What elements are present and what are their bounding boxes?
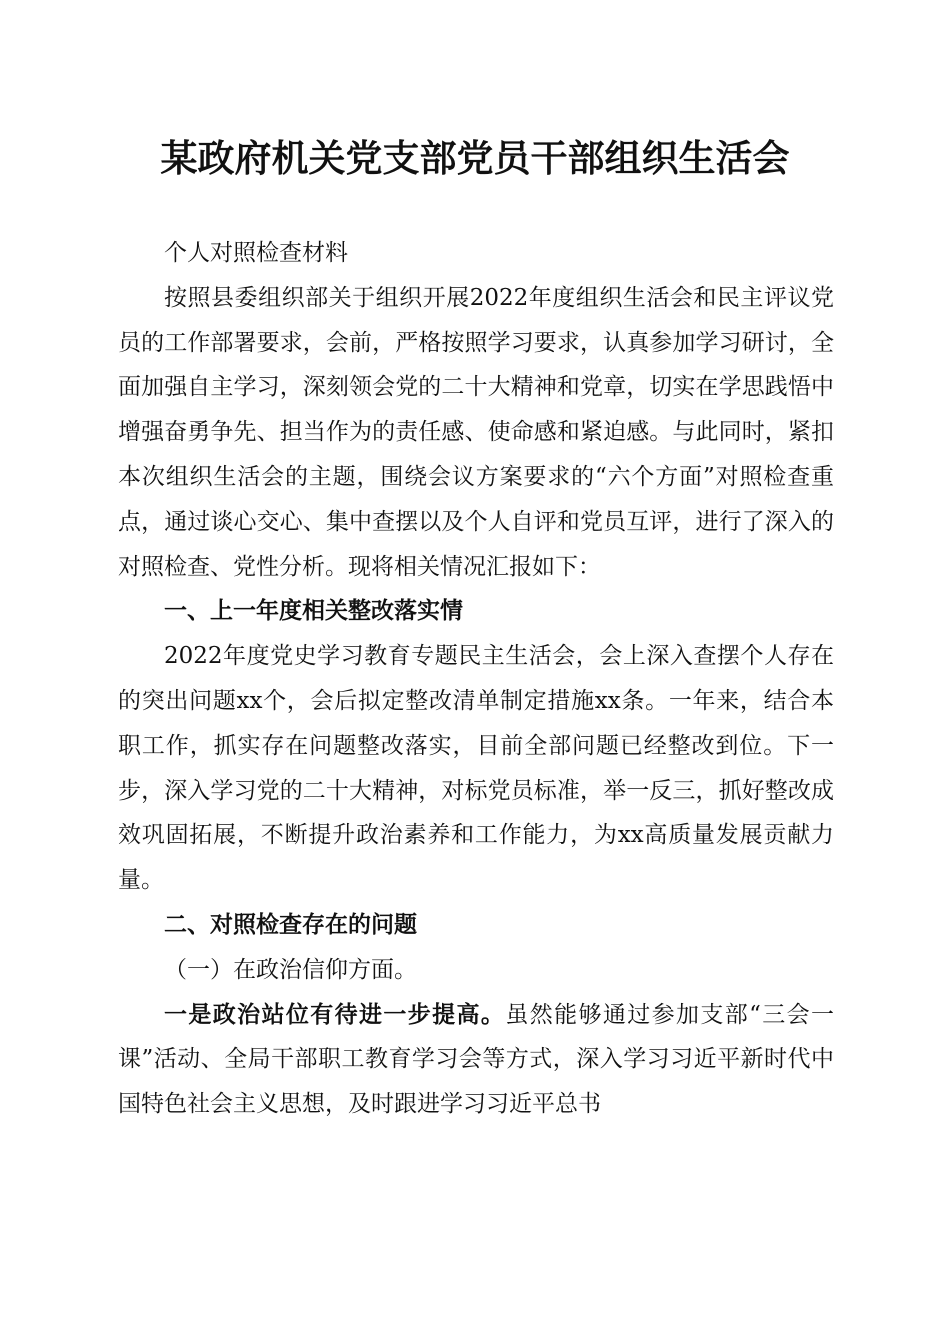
section-2-heading: 二、对照检查存在的问题	[164, 911, 417, 938]
section-2-subheading: （一）在政治信仰方面。	[164, 956, 417, 983]
item-1-lead: 一是政治站位有待进一步提高。	[164, 1000, 506, 1028]
document-body	[118, 231, 834, 1127]
section-2-item-1	[118, 993, 834, 1127]
intro-paragraph: 按照县委组织部关于组织开展2022年度组织生活会和民主评议党员的工作部署要求，会前，严格按照学习要求，认真参加学习研讨，全面加强自主学习，深刻领会党的二十大精神和党章，切实在学思践悟中增强奋勇争先、担当作为的责任感、使命感和紧迫感。与此同时，紧扣本次组织生活会的主题，围绕会议方案要求的“六个方面”对照检查重点，通过谈心交心、集中查摆以及个人自评和党员互评，进行了深入的对照检查、党性分析。现将相关情况汇报如下：	[118, 284, 834, 580]
section-1-paragraph: 2022年度党史学习教育专题民主生活会，会上深入查摆个人存在的突出问题xx个，会后拟定整改清单制定措施xx条。一年来，结合本职工作，抓实存在问题整改落实，目前全部问题已经整改到位。下一步，深入学习党的二十大精神，对标党员标准，举一反三，抓好整改成效巩固拓展，不断提升政治素养和工作能力，为xx高质量发展贡献力量。	[118, 643, 834, 894]
document-subtitle: 个人对照检查材料	[164, 240, 348, 266]
section-1-heading: 一、上一年度相关整改落实情	[164, 598, 463, 625]
document-title: 某政府机关党支部党员干部组织生活会	[160, 136, 790, 180]
item-1-body: 虽然能够通过参加支部“三会一课”活动、全局干部职工教育学习会等方式，深入学习习近平新时代中国特色社会主义思想，及时跟进学习习近平总书	[118, 1001, 834, 1118]
